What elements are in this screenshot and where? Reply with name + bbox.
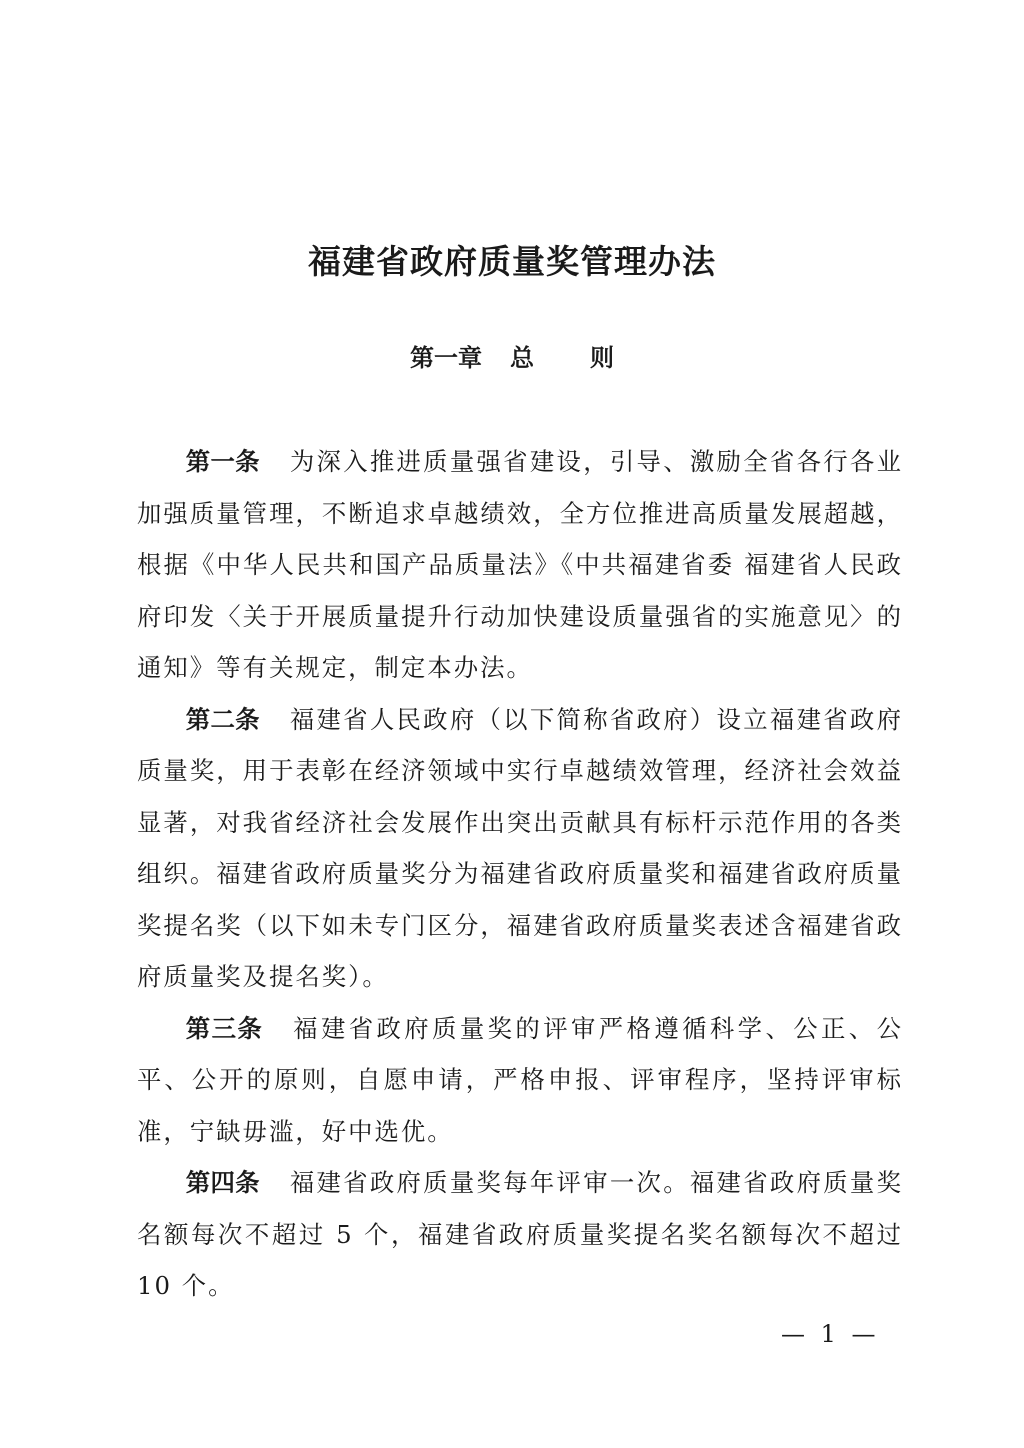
article-text: 为深入推进质量强省建设，引导、激励全省各行各业加强质量管理，不断追求卓越绩效，全方位推进高质量发展超越，根据《中华人民共和国产品质量法》《中共福建省委 福建省人民政府印发〈关于开展质量提升行动加快建设质量强省的实施意见〉的通知》等有关规定，制定本办法。 xyxy=(137,447,903,682)
page-number: — 1 — xyxy=(781,1320,880,1348)
document-body xyxy=(137,436,903,1312)
article-2 xyxy=(137,694,903,1003)
document-title: 福建省政府质量奖管理办法 xyxy=(308,242,716,281)
chapter-name-part2: 则 xyxy=(590,344,614,372)
article-label: 第一条 xyxy=(185,447,260,476)
article-1 xyxy=(137,436,903,694)
article-label: 第四条 xyxy=(185,1168,260,1197)
article-text: 福建省政府质量奖每年评审一次。福建省政府质量奖名额每次不超过 5 个，福建省政府质量奖提名奖名额每次不超过 10 个。 xyxy=(137,1168,903,1300)
article-text: 福建省政府质量奖的评审严格遵循科学、公正、公平、公开的原则，自愿申请，严格申报、评审程序，坚持评审标准，宁缺毋滥，好中选优。 xyxy=(137,1013,903,1146)
article-label: 第二条 xyxy=(185,704,260,734)
chapter-number: 第一章 xyxy=(410,344,482,372)
article-4 xyxy=(137,1157,903,1312)
chapter-name-part1: 总 xyxy=(510,344,534,372)
chapter-heading xyxy=(0,338,1024,373)
article-3 xyxy=(137,1003,903,1158)
article-label: 第三条 xyxy=(185,1013,264,1043)
article-text: 福建省人民政府（以下简称省政府）设立福建省政府质量奖，用于表彰在经济领域中实行卓越绩效管理，经济社会效益显著，对我省经济社会发展作出突出贡献具有标杆示范作用的各类组织。福建省政府质量奖分为福建省政府质量奖和福建省政府质量奖提名奖（以下如未专门区分，福建省政府质量奖表述含福建省政府质量奖及提名奖）。 xyxy=(137,704,903,991)
